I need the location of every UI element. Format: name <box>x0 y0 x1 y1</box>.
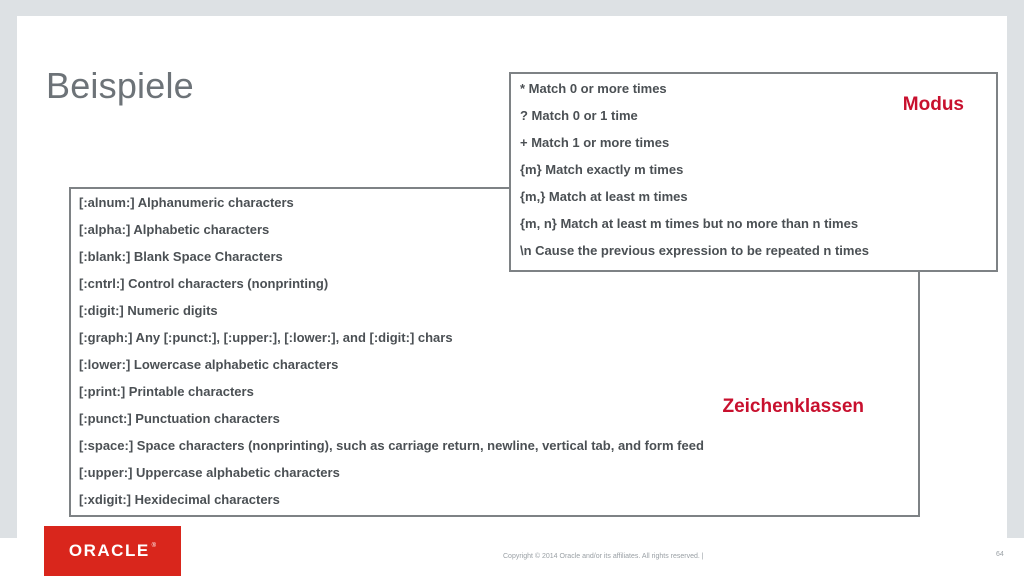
list-item: ? Match 0 or 1 time <box>520 108 638 123</box>
oracle-logo <box>44 526 181 576</box>
list-item: [:graph:] Any [:punct:], [:upper:], [:lower:], and [:digit:] chars <box>79 330 453 345</box>
character-classes-heading: Zeichenklassen <box>722 396 864 417</box>
copyright-notice: Copyright © 2014 Oracle and/or its affiliates. All rights reserved. | <box>503 553 704 560</box>
list-item: {m,} Match at least m times <box>520 189 688 204</box>
modes-heading: Modus <box>902 94 964 115</box>
registered-mark: ® <box>151 543 157 549</box>
page-title: Beispiele <box>46 65 194 106</box>
list-item: * Match 0 or more times <box>520 81 667 96</box>
list-item: + Match 1 or more times <box>520 135 670 150</box>
list-item: [:digit:] Numeric digits <box>79 303 218 318</box>
page-number: 64 <box>996 551 1004 558</box>
modes-box <box>509 72 998 272</box>
list-item: [:upper:] Uppercase alphabetic characters <box>79 465 340 480</box>
list-item: \n Cause the previous expression to be repeated n times <box>520 243 869 258</box>
list-item: [:lower:] Lowercase alphabetic characters <box>79 357 339 372</box>
list-item: [:cntrl:] Control characters (nonprinting) <box>79 276 329 291</box>
list-item: [:blank:] Blank Space Characters <box>79 249 283 264</box>
list-item: [:space:] Space characters (nonprinting), such as carriage return, newline, vertical tab, and form feed <box>79 438 704 453</box>
list-item: {m} Match exactly m times <box>520 162 684 177</box>
oracle-logo-text: ORACLE <box>68 541 150 560</box>
list-item: [:print:] Printable characters <box>79 384 254 399</box>
list-item: {m, n} Match at least m times but no more than n times <box>520 216 859 231</box>
list-item: [:alnum:] Alphanumeric characters <box>79 195 294 210</box>
list-item: [:alpha:] Alphabetic characters <box>79 222 270 237</box>
list-item: [:xdigit:] Hexidecimal characters <box>79 492 280 507</box>
list-item: [:punct:] Punctuation characters <box>79 411 280 426</box>
